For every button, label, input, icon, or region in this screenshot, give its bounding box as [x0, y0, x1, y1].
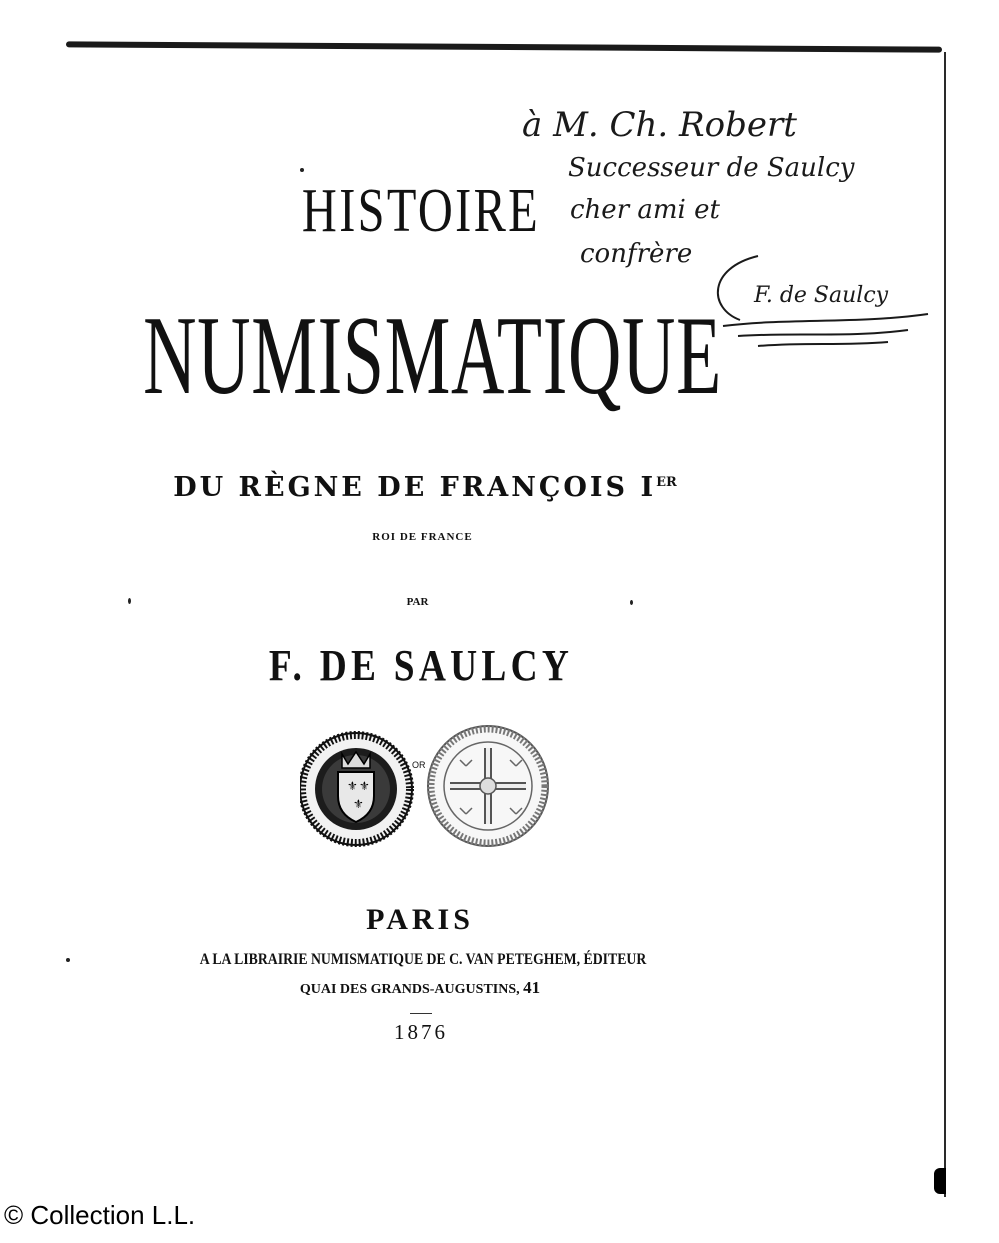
title-line-3 — [0, 472, 850, 503]
svg-text:⚜: ⚜ — [353, 797, 364, 811]
imprint-address — [0, 978, 840, 998]
imprint-city: PARIS — [366, 903, 474, 936]
author-name: F. DE SAULCY — [268, 641, 574, 690]
svg-text:⚜: ⚜ — [347, 779, 358, 793]
coin-obverse — [300, 733, 412, 845]
dedication-line: confrère — [580, 239, 693, 269]
speck — [300, 168, 304, 172]
title-line-3-sup: ER — [656, 475, 677, 490]
title-line-4: ROI DE FRANCE — [372, 531, 473, 543]
ink-blot — [934, 1168, 946, 1194]
coin-metal-label: OR — [412, 760, 426, 770]
signature: F. de Saulcy — [754, 283, 889, 308]
by-label: PAR — [406, 596, 429, 608]
coin-illustration — [300, 724, 560, 854]
title-line-3-main: DU RÈGNE DE FRANÇOIS I — [173, 472, 657, 503]
coin-reverse — [428, 726, 548, 846]
dedication-line: à M. Ch. Robert — [522, 105, 797, 145]
dedication-line: Successeur de Saulcy — [568, 153, 855, 183]
imprint-address-number: 41 — [523, 978, 541, 997]
title-line-1: HISTOIRE — [301, 177, 541, 245]
imprint-publisher: A LA LIBRAIRIE NUMISMATIQUE DE C. VAN PETEGHEM, ÉDITEUR — [199, 951, 647, 968]
small-rule — [410, 1013, 432, 1014]
imprint-address-street: QUAI DES GRANDS-AUGUSTINS, — [299, 982, 520, 997]
top-rule — [66, 41, 942, 52]
svg-text:⚜: ⚜ — [359, 779, 370, 793]
copyright-credit: © Collection L.L. — [4, 1200, 196, 1230]
title-line-2: NUMISMATIQUE — [143, 294, 722, 418]
imprint-year: 1876 — [394, 1020, 448, 1044]
dedication-line: cher ami et — [570, 195, 720, 225]
